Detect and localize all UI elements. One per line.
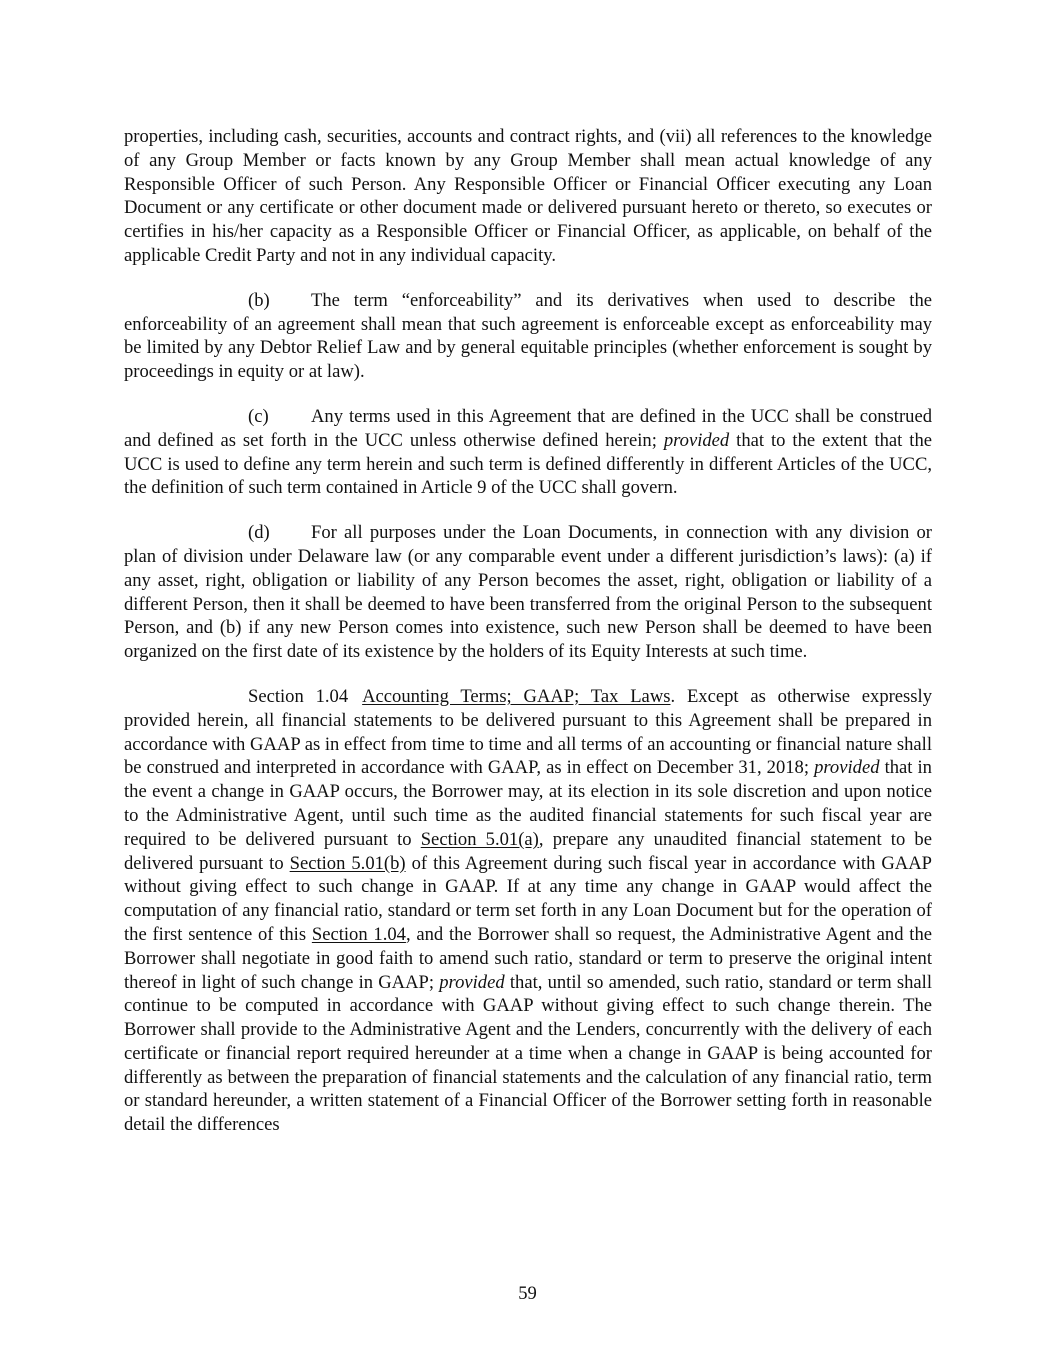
section-1-04-provided-2: provided (439, 971, 505, 993)
section-1-04-heading: Accounting Terms; GAAP; Tax Laws (362, 685, 671, 707)
section-1-04-text-3: , prepare any unaudited financial statement to be delivered pursuant to (124, 828, 932, 874)
section-1-04-text-2: that in the event a change in GAAP occurs, the Borrower may, at its election in its sole discretion and upon notice to the Administrative Agent, until such time as the audited financial statements for such fiscal year are required to be delivered pursuant to (124, 757, 932, 850)
section-ref-5-01-b: Section 5.01(b) (289, 852, 406, 874)
paragraph-c-text-1: Any terms used in this Agreement that are defined in the UCC shall be construed and defined as set forth in the UCC unless otherwise defined herein; (124, 405, 932, 451)
section-1-04-text-6: that, until so amended, such ratio, standard or term shall continue to be computed in accordance with GAAP without giving effect to such change therein. The Borrower shall provide to the Administrative Agent and the Lenders, concurrently with the delivery of each certificate or financial report required hereunder at a time when a change in GAAP is being accounted for differently as between the preparation of financial statements and the calculation of any financial ratio, term or standard hereunder, a written statement of a Financial Officer of the Borrower setting forth in reasonable detail the differences (124, 971, 932, 1136)
section-1-04-text-4: of this Agreement during such fiscal year in accordance with GAAP without giving effect to such change in GAAP. If at any time any change in GAAP would affect the computation of any financial ratio, standard or term set forth in any Loan Document but for the operation of the first sentence of this (124, 852, 932, 945)
paragraph-d (124, 521, 932, 664)
section-1-04 (124, 685, 932, 1137)
paragraph-d-label: (d) (248, 522, 270, 544)
paragraph-b-label: (b) (248, 289, 270, 311)
section-1-04-number: Section 1.04 (248, 685, 349, 707)
section-ref-1-04: Section 1.04 (311, 923, 406, 945)
paragraph-continuation-text: properties, including cash, securities, accounts and contract rights, and (vii) all references to the knowledge of any Group Member or facts known by any Group Member shall mean actual knowledge of any Responsible Officer of such Person. Any Responsible Officer or Financial Officer executing any Loan Document or any certificate or other document made or delivered pursuant hereto or thereto, so executes or certifies in his/her capacity as a Responsible Officer or Financial Officer, as applicable, on behalf of the applicable Credit Party and not in any individual capacity. (124, 126, 932, 266)
section-1-04-text-5: , and the Borrower shall so request, the Administrative Agent and the Borrower shall negotiate in good faith to amend such ratio, standard or term to preserve the original intent thereof in light of such change in GAAP; (124, 923, 932, 993)
document-page (124, 125, 932, 1158)
paragraph-c (124, 405, 932, 500)
paragraph-c-provided: provided (663, 429, 730, 451)
paragraph-continuation (124, 125, 932, 268)
paragraph-d-text: For all purposes under the Loan Documents, in connection with any division or plan of division under Delaware law (or any comparable event under a different jurisdiction’s laws): (a) if any asset, right, obligation or liability of any Person becomes the asset, right, obligation or liability of a different Person, then it shall be deemed to have been transferred from the original Person to the subsequent Person, and (b) if any new Person comes into existence, such new Person shall be deemed to have been organized on the first date of its existence by the holders of its Equity Interests at such time. (124, 522, 932, 663)
section-1-04-text-1: . Except as otherwise expressly provided herein, all financial statements to be delivered pursuant to this Agreement shall be prepared in accordance with GAAP as in effect from time to time and all terms of an accounting or financial nature shall be construed and interpreted in accordance with GAAP, as in effect on December 31, 2018; (124, 685, 932, 779)
paragraph-c-text-2: that to the extent that the UCC is used to define any term herein and such term is defined differently in different Articles of the UCC, the definition of such term contained in Article 9 of the UCC shall govern. (124, 429, 932, 499)
section-ref-5-01-a: Section 5.01(a) (420, 828, 539, 850)
section-1-04-provided-1: provided (814, 757, 880, 779)
paragraph-b (124, 289, 932, 384)
paragraph-b-text: The term “enforceability” and its derivatives when used to describe the enforceability of an agreement shall mean that such agreement is enforceable except as enforceability may be limited by any Debtor Relief Law and by general equitable principles (whether enforcement is sought by proceedings in equity or at law). (124, 289, 932, 383)
paragraph-c-label: (c) (248, 405, 269, 427)
page-number: 59 (518, 1283, 537, 1304)
